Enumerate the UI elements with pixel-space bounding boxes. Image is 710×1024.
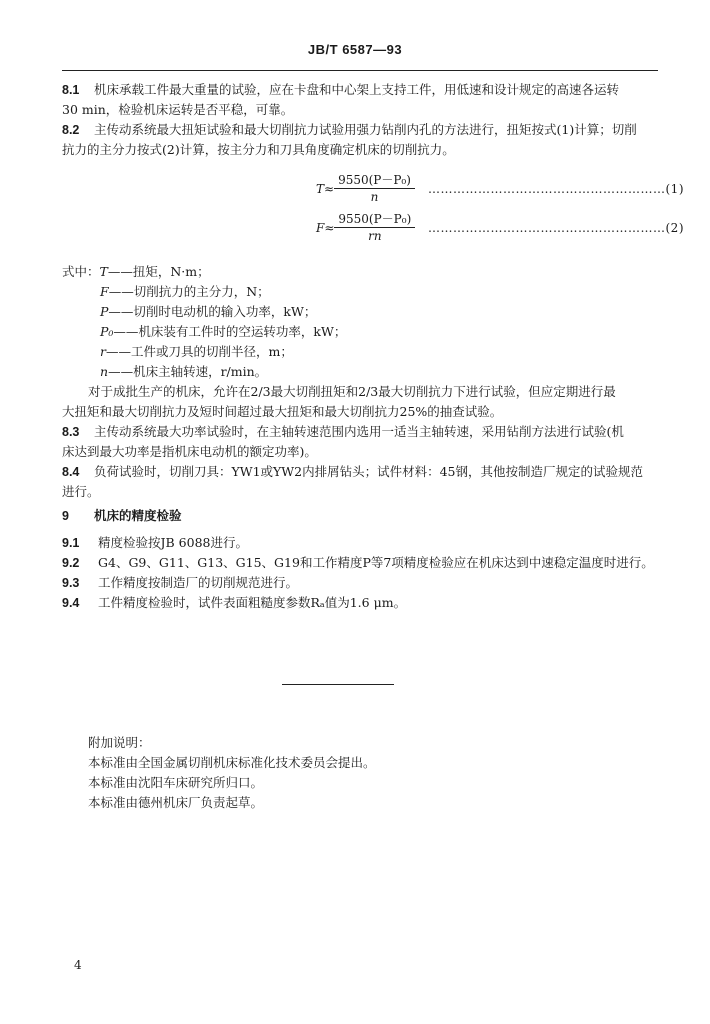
symbol-description: ——切削抗力的主分力，N； <box>108 284 270 299</box>
formula-denominator: n <box>370 190 379 204</box>
symbol: n <box>100 364 109 379</box>
clause-number: 8.1 <box>62 83 80 97</box>
clause-text: 精度检验按JB 6088进行。 <box>98 535 248 550</box>
clause-8-2-line-1 <box>62 120 662 140</box>
clause-text: 负荷试验时，切削刀具：YW1或YW2内排屑钻头；试件材料：45钢，其他按制造厂规定的试验规范 <box>94 464 644 479</box>
batch-note-line-2: 大扭矩和最大切削抗力及短时间超过最大扭矩和最大切削抗力25%的抽查试验。 <box>62 404 503 419</box>
clause-9-3 <box>62 573 662 593</box>
clause-number: 8.2 <box>62 123 80 137</box>
clause-8-4-line-1 <box>62 462 662 482</box>
section-8-continued <box>62 382 662 502</box>
where-intro: 式中： <box>62 264 100 279</box>
formula-lhs: F≈ <box>316 220 335 235</box>
formula-fraction <box>334 211 415 244</box>
clause-number: 9.3 <box>62 576 80 590</box>
section-9-clauses <box>62 533 662 613</box>
symbol: F <box>100 284 109 299</box>
formula-2-leader <box>428 221 684 235</box>
leader-dots: ………………………………………………… <box>428 221 666 235</box>
section-title: 机床的精度检验 <box>94 508 182 523</box>
symbol-description: ——机床装有工件时的空运转功率，kW； <box>113 324 347 339</box>
symbol: P <box>100 304 109 319</box>
clause-number: 8.3 <box>62 425 80 439</box>
formula-1-leader <box>428 182 684 196</box>
clause-8-2-line-2: 抗力的主分力按式(2)计算，按主分力和刀具角度确定机床的切削抗力。 <box>62 142 455 157</box>
clause-9-1 <box>62 533 662 553</box>
clause-number: 9.2 <box>62 556 80 570</box>
symbol: T <box>99 264 108 279</box>
formula-2 <box>316 211 415 244</box>
clause-9-2 <box>62 553 662 573</box>
section-8-clauses <box>62 80 662 160</box>
formula-numerator: 9550(P－P₀) <box>334 211 415 228</box>
additional-notes <box>88 733 376 813</box>
equation-label: (2) <box>665 221 684 235</box>
clause-number: 9.1 <box>62 536 80 550</box>
clause-text: G4、G9、G11、G13、G15、G19和工作精度P等7项精度检验应在机床达到中速稳定温度时进行。 <box>98 555 654 570</box>
definition-row <box>62 322 346 342</box>
formula-lhs: T≈ <box>316 181 335 196</box>
symbol: r <box>100 344 106 359</box>
clause-8-3-line-2: 床达到最大功率是指机床电动机的额定功率)。 <box>62 444 317 459</box>
clause-text: 机床承载工件最大重量的试验，应在卡盘和中心架上支持工件，用低速和设计规定的高速各运转 <box>94 82 620 97</box>
notes-line: 本标准由全国金属切削机床标准化技术委员会提出。 <box>88 755 376 770</box>
symbol-definitions <box>62 262 346 382</box>
clause-number: 8.4 <box>62 465 80 479</box>
symbol-description: ——切削时电动机的输入功率，kW； <box>108 304 317 319</box>
notes-title: 附加说明： <box>88 735 151 750</box>
notes-line: 本标准由德州机床厂负责起草。 <box>88 795 264 810</box>
batch-note-line-1: 对于成批生产的机床，允许在2/3最大切削扭矩和2/3最大切削抗力下进行试验，但应定期进行最 <box>88 384 616 399</box>
symbol-description: ——扭矩，N·m； <box>107 264 210 279</box>
clause-8-1-line-1 <box>62 80 662 100</box>
formula-denominator: rn <box>368 229 382 243</box>
end-rule <box>282 684 394 685</box>
clause-number: 9.4 <box>62 596 80 610</box>
definition-row <box>62 362 346 382</box>
section-number: 9 <box>62 509 69 523</box>
clause-text: 主传动系统最大扭矩试验和最大切削抗力试验用强力钻削内孔的方法进行，扭矩按式(1)计算；切削 <box>94 122 637 137</box>
page-number: 4 <box>74 958 82 972</box>
clause-text: 工作精度按制造厂的切削规范进行。 <box>98 575 299 590</box>
definition-row <box>62 302 346 322</box>
symbol: P₀ <box>100 324 114 339</box>
header-rule <box>62 70 658 71</box>
symbol-description: ——机床主轴转速，r/min。 <box>108 364 268 379</box>
clause-9-4 <box>62 593 662 613</box>
clause-8-4-line-2: 进行。 <box>62 484 100 499</box>
formula-numerator: 9550(P－P₀) <box>334 172 415 189</box>
clause-8-1-line-2: 30 min，检验机床运转是否平稳，可靠。 <box>62 102 294 117</box>
definition-row <box>62 262 346 282</box>
definition-row <box>62 282 346 302</box>
document-code-header: JB/T 6587—93 <box>307 42 403 57</box>
definition-row <box>62 342 346 362</box>
formula-fraction <box>334 172 415 205</box>
symbol-description: ——工件或刀具的切削半径，m； <box>105 344 293 359</box>
leader-dots: ………………………………………………… <box>428 182 666 196</box>
clause-8-3-line-1 <box>62 422 662 442</box>
clause-text: 主传动系统最大功率试验时，在主轴转速范围内选用一适当主轴转速，采用钻削方法进行试验(机 <box>94 424 624 439</box>
section-9-heading <box>62 506 182 524</box>
notes-line: 本标准由沈阳车床研究所归口。 <box>88 775 264 790</box>
formula-1 <box>316 172 415 205</box>
equation-label: (1) <box>665 182 684 196</box>
clause-text: 工件精度检验时，试件表面粗糙度参数Rₐ值为1.6 μm。 <box>98 595 407 610</box>
